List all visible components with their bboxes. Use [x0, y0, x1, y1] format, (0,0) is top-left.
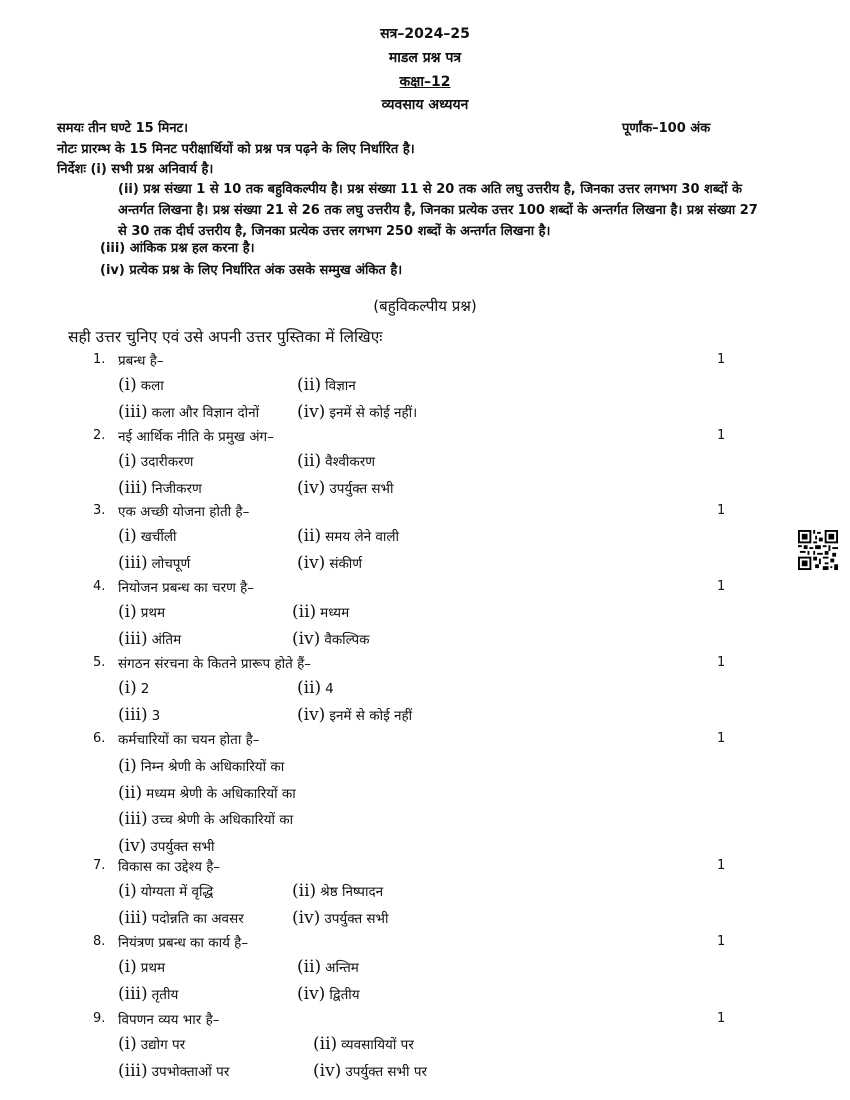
question-number: 6. [93, 731, 106, 746]
answer-option[interactable] [292, 881, 383, 901]
option-text: विज्ञान [325, 378, 356, 394]
answer-option[interactable] [118, 526, 176, 546]
option-numeral: (iii) [118, 984, 148, 1004]
option-text: कला [140, 378, 164, 394]
option-numeral: (iv) [313, 1061, 342, 1081]
instruction-iii: (iii) आंकिक प्रश्न हल करना है। [100, 241, 255, 256]
option-numeral: (iv) [118, 836, 147, 856]
option-text: वैश्वीकरण [325, 454, 376, 470]
option-numeral: (i) [118, 756, 137, 776]
option-numeral: (iv) [292, 908, 321, 928]
option-numeral: (ii) [297, 678, 322, 698]
question-marks: 1 [717, 858, 726, 873]
question-text: विपणन व्यय भार है– [118, 1012, 220, 1028]
question-marks: 1 [717, 731, 726, 746]
answer-option[interactable] [297, 402, 417, 422]
option-text: मध्यम [320, 605, 350, 621]
option-text: वैकल्पिक [324, 632, 370, 648]
option-text: उपर्युक्त सभी [324, 911, 389, 927]
option-text: पदोन्नति का अवसर [151, 911, 244, 927]
option-text: समय लेने वाली [325, 529, 400, 545]
option-text: उदारीकरण [140, 454, 194, 470]
question-number: 7. [93, 858, 106, 873]
question-marks: 1 [717, 1011, 726, 1026]
session-label: सत्र–2024–25 [380, 26, 470, 42]
question-marks: 1 [717, 579, 726, 594]
answer-option[interactable] [292, 908, 389, 928]
answer-option[interactable] [118, 375, 164, 395]
option-numeral: (iv) [297, 402, 326, 422]
option-numeral: (ii) [313, 1034, 338, 1054]
answer-option[interactable] [118, 478, 202, 498]
time-label: समयः तीन घण्टे 15 मिनट। [57, 121, 189, 136]
class-label [0, 72, 850, 91]
option-numeral: (i) [118, 678, 137, 698]
option-text: 3 [151, 708, 161, 724]
answer-option[interactable] [118, 629, 181, 649]
answer-option[interactable] [118, 553, 190, 573]
option-text: संकीर्ण [329, 556, 363, 572]
answer-option[interactable] [118, 402, 259, 422]
option-numeral: (ii) [297, 451, 322, 471]
question-marks: 1 [717, 352, 726, 367]
question-text: एक अच्छी योजना होती है– [118, 504, 250, 520]
answer-option[interactable] [118, 1034, 185, 1054]
note-text: नोटः प्रारम्भ के 15 मिनट परीक्षार्थियों को प्रश्न पत्र पढ़ने के लिए निर्धारित है। [57, 142, 415, 157]
question-number: 5. [93, 655, 106, 670]
question-marks: 1 [717, 428, 726, 443]
answer-option[interactable] [118, 957, 165, 977]
option-numeral: (i) [118, 451, 137, 471]
full-marks-label: पूर्णांक–100 अंक [622, 121, 711, 136]
option-numeral: (iii) [118, 908, 148, 928]
option-text: तृतीय [151, 987, 179, 1003]
option-numeral: (iii) [118, 402, 148, 422]
option-text: द्वितीय [329, 987, 360, 1003]
answer-option[interactable] [297, 375, 356, 395]
option-text: योग्यता में वृद्धि [140, 884, 214, 900]
answer-option[interactable] [118, 602, 165, 622]
answer-option[interactable] [297, 984, 360, 1004]
question-text: नियोजन प्रबन्ध का चरण है– [118, 580, 255, 596]
answer-option[interactable] [297, 678, 334, 698]
question-text: नियंत्रण प्रबन्ध का कार्य है– [118, 935, 249, 951]
option-numeral: (ii) [292, 602, 317, 622]
option-numeral: (iv) [297, 478, 326, 498]
qr-code-icon [798, 530, 838, 570]
answer-option[interactable] [118, 836, 215, 856]
option-text: मध्यम श्रेणी के अधिकारियों का [146, 786, 296, 802]
option-text: 4 [325, 681, 334, 697]
option-text: व्यवसायियों पर [341, 1037, 414, 1053]
section-title: (बहुविकल्पीय प्रश्न) [373, 297, 477, 315]
option-numeral: (ii) [292, 881, 317, 901]
option-text: उपर्युक्त सभी [150, 839, 215, 855]
option-text: प्रथम [140, 960, 166, 976]
option-text: निम्न श्रेणी के अधिकारियों का [140, 759, 285, 775]
option-numeral: (iv) [297, 553, 326, 573]
option-numeral: (i) [118, 881, 137, 901]
question-number: 8. [93, 934, 106, 949]
option-text: इनमें से कोई नहीं [329, 708, 413, 724]
option-text: श्रेष्ठ निष्पादन [320, 884, 384, 900]
instruction-iv: (iv) प्रत्येक प्रश्न के लिए निर्धारित अंक उसके सम्मुख अंकित है। [100, 263, 403, 278]
answer-option[interactable] [118, 705, 160, 725]
option-numeral: (ii) [297, 957, 322, 977]
option-numeral: (iii) [118, 1061, 148, 1081]
question-text: विकास का उद्देश्य है– [118, 859, 221, 875]
option-numeral: (iv) [297, 984, 326, 1004]
answer-option[interactable] [297, 526, 399, 546]
option-numeral: (iii) [118, 809, 148, 829]
question-marks: 1 [717, 655, 726, 670]
answer-option[interactable] [118, 908, 244, 928]
option-numeral: (i) [118, 957, 137, 977]
option-text: प्रथम [140, 605, 166, 621]
question-marks: 1 [717, 503, 726, 518]
option-text: अंतिम [151, 632, 182, 648]
answer-option[interactable] [297, 478, 394, 498]
answer-option[interactable] [313, 1061, 427, 1081]
option-text: उपर्युक्त सभी [329, 481, 394, 497]
question-number: 3. [93, 503, 106, 518]
class-text: कक्षा–12 [399, 74, 451, 90]
answer-option[interactable] [297, 553, 362, 573]
answer-option[interactable] [118, 1061, 229, 1081]
subject-label: व्यवसाय अध्ययन [381, 97, 469, 113]
option-numeral: (iv) [297, 705, 326, 725]
option-numeral: (i) [118, 526, 137, 546]
option-numeral: (i) [118, 1034, 137, 1054]
instruction-i: निर्देशः (i) सभी प्रश्न अनिवार्य है। [57, 162, 214, 177]
question-text: कर्मचारियों का चयन होता है– [118, 732, 260, 748]
option-numeral: (iii) [118, 629, 148, 649]
answer-option[interactable] [118, 451, 193, 471]
question-number: 9. [93, 1011, 106, 1026]
answer-option[interactable] [297, 451, 375, 471]
option-text: अन्तिम [325, 960, 359, 976]
question-marks: 1 [717, 934, 726, 949]
option-numeral: (iii) [118, 478, 148, 498]
answer-option[interactable] [297, 705, 412, 725]
option-text: उद्योग पर [140, 1037, 186, 1053]
option-numeral: (i) [118, 375, 137, 395]
option-numeral: (ii) [118, 783, 143, 803]
option-numeral: (ii) [297, 375, 322, 395]
option-text: उपभोक्ताओं पर [151, 1064, 230, 1080]
section-intro: सही उत्तर चुनिए एवं उसे अपनी उत्तर पुस्तिका में लिखिएः [68, 328, 383, 346]
answer-option[interactable] [297, 957, 359, 977]
option-text: कला और विज्ञान दोनों [151, 405, 260, 421]
instruction-ii: (ii) प्रश्न संख्या 1 से 10 तक बहुविकल्पीय है। प्रश्न संख्या 11 से 20 तक अति लघु उत्तरीय है, जिनका उत्तर लगभग 30 शब्दों के अन्तर्गत लिखना है। प्रश्न संख्या 21 से 26 तक लघु उत्तरीय है, जिनका प्रत्येक उत्तर 100 शब्दों के अन्तर्गत लिखना है। प्रश्न संख्या 27 से 30 तक दीर्घ उत्तरीय है, जिनका प्रत्येक उत्तर लगभग 250 शब्दों के अन्तर्गत लिखना है। [118, 182, 758, 239]
answer-option[interactable] [313, 1034, 414, 1054]
answer-option[interactable] [118, 678, 149, 698]
option-text: खर्चीली [140, 529, 177, 545]
question-number: 1. [93, 352, 106, 367]
option-text: लोचपूर्ण [151, 556, 191, 572]
answer-option[interactable] [292, 629, 370, 649]
answer-option[interactable] [118, 881, 213, 901]
question-text: नई आर्थिक नीति के प्रमुख अंग– [118, 429, 274, 445]
option-text: उपर्युक्त सभी पर [345, 1064, 428, 1080]
option-numeral: (iii) [118, 705, 148, 725]
question-text: प्रबन्ध है– [118, 353, 164, 369]
question-number: 2. [93, 428, 106, 443]
option-numeral: (iii) [118, 553, 148, 573]
option-text: 2 [140, 681, 150, 697]
option-text: उच्च श्रेणी के अधिकारियों का [151, 812, 294, 828]
paper-type-label: माडल प्रश्न पत्र [388, 50, 462, 66]
answer-option[interactable] [118, 984, 178, 1004]
question-text: संगठन संरचना के कितने प्रारूप होते हैं– [118, 656, 312, 672]
option-numeral: (iv) [292, 629, 321, 649]
answer-option[interactable] [118, 756, 284, 776]
option-numeral: (i) [118, 602, 137, 622]
question-number: 4. [93, 579, 106, 594]
answer-option[interactable] [118, 783, 296, 803]
answer-option[interactable] [118, 809, 293, 829]
option-text: निजीकरण [151, 481, 202, 497]
option-numeral: (ii) [297, 526, 322, 546]
option-text: इनमें से कोई नहीं। [329, 405, 418, 421]
answer-option[interactable] [292, 602, 349, 622]
